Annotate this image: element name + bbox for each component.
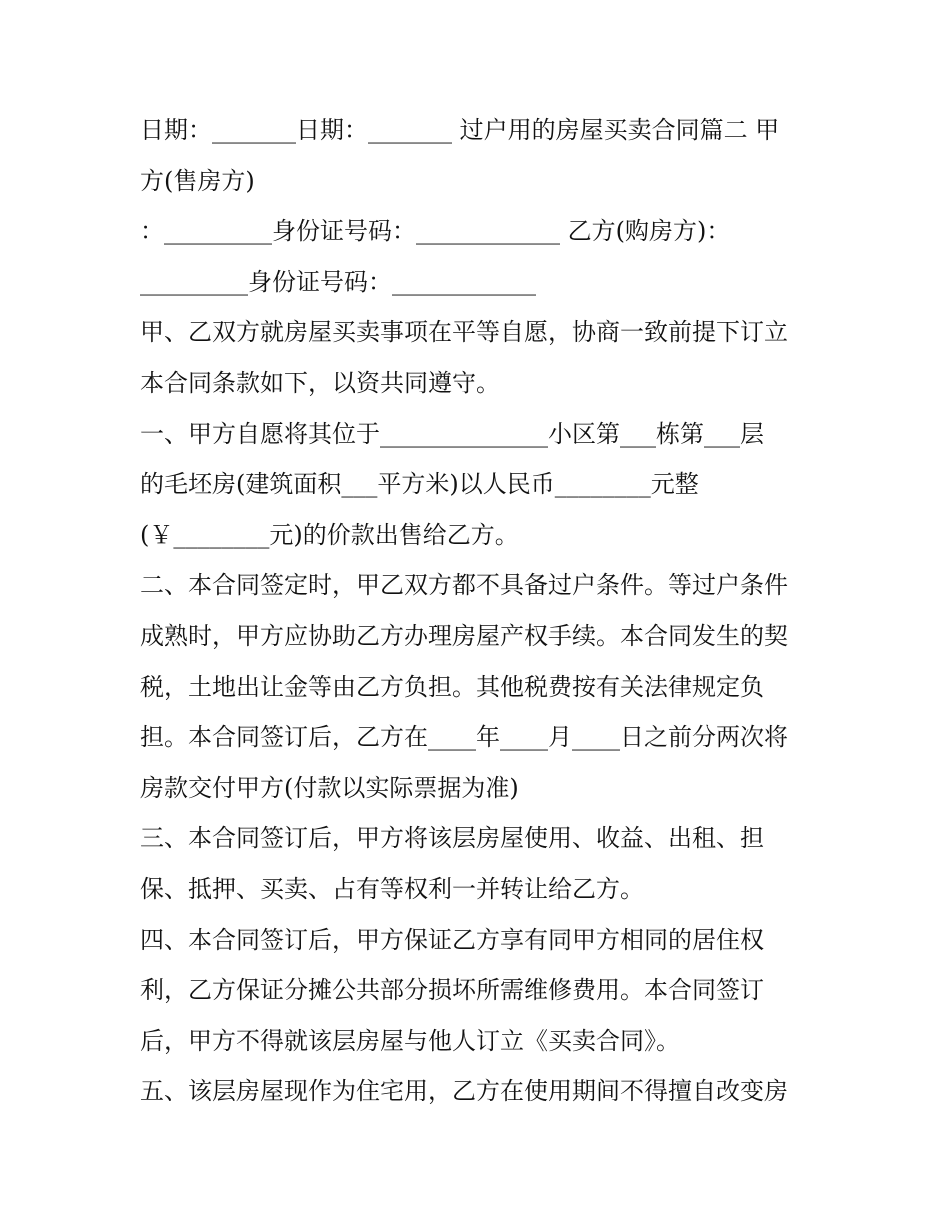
text-line: 甲、乙双方就房屋买卖事项在平等自愿，协商一致前提下订立 [140,318,788,346]
text-line: 本合同条款如下，以资共同遵守。 [140,369,500,397]
text-line: 保、抵押、买卖、占有等权利一并转让给乙方。 [140,875,644,903]
text-line: 成熟时，甲方应协助乙方办理房屋产权手续。本合同发生的契 [140,622,788,650]
text-line: ：_________身份证号码：____________ 乙方(购房方)： [140,217,731,245]
text-line: 日期：_______日期：_______ 过户用的房屋买卖合同篇二 甲 [140,116,780,144]
text-line: 三、本合同签订后，甲方将该层房屋使用、收益、出租、担 [140,824,764,852]
text-line: 税，土地出让金等由乙方负担。其他税费按有关法律规定负 [140,673,764,701]
text-line: 担。本合同签订后，乙方在____年____月____日之前分两次将 [140,723,788,751]
text-line: 四、本合同签订后，甲方保证乙方享有同甲方相同的居住权 [140,926,764,954]
text-line: 利，乙方保证分摊公共部分损坏所需维修费用。本合同签订 [140,976,764,1004]
text-line: 一、甲方自愿将其位于______________小区第___栋第___层 [140,420,764,448]
text-line: (￥________元)的价款出售给乙方。 [140,521,519,549]
text-line: 二、本合同签定时，甲乙双方都不具备过户条件。等过户条件 [140,571,788,599]
text-line: 的毛坯房(建筑面积___平方米)以人民币________元整 [140,470,699,498]
text-line: 房款交付甲方(付款以实际票据为准) [140,774,519,802]
text-line: 五、该层房屋现作为住宅用，乙方在使用期间不得擅自改变房 [140,1077,788,1105]
text-line: _________身份证号码：____________ [140,268,536,296]
text-line: 后，甲方不得就该层房屋与他人订立《买卖合同》。 [140,1027,680,1055]
text-line: 方(售房方) [140,167,255,195]
